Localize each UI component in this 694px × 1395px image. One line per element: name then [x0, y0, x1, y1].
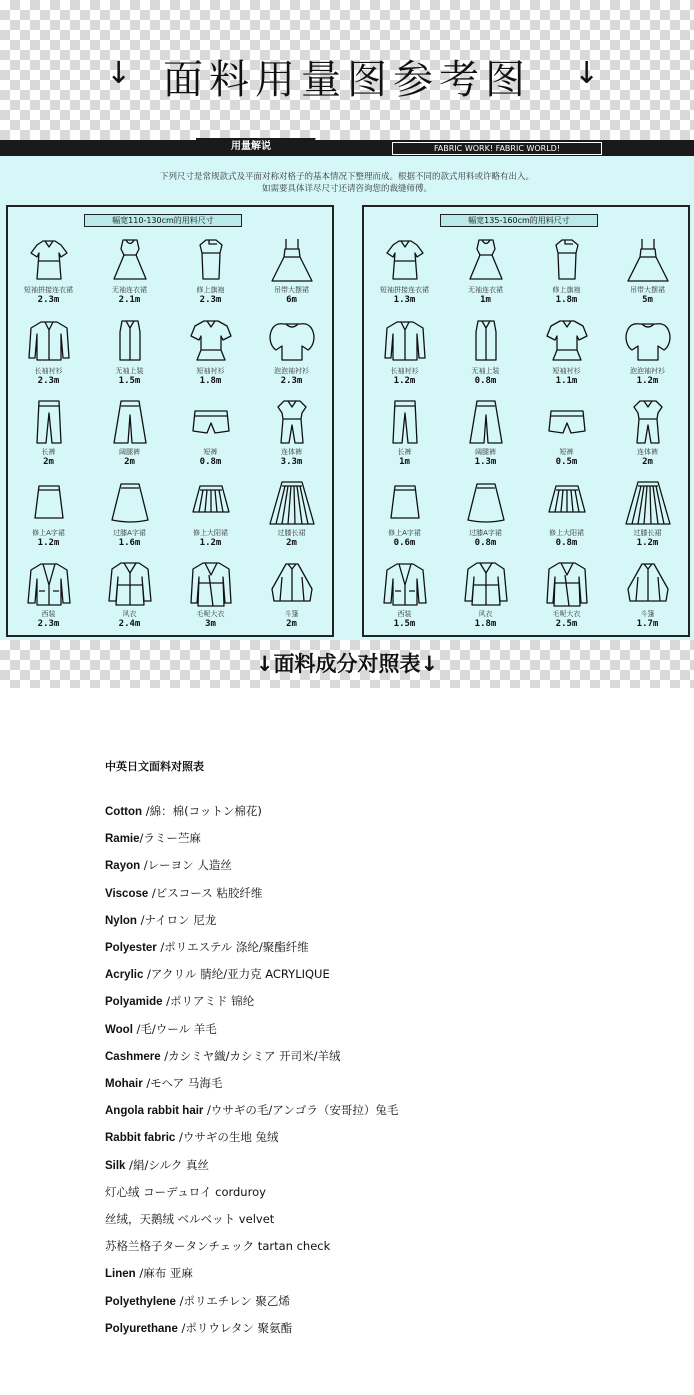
- garment-cell: [607, 231, 688, 312]
- short-sleeve-blouse-icon: [543, 316, 591, 366]
- garment-cell: [607, 555, 688, 636]
- garment-cell: [251, 231, 332, 312]
- fabric-amount: 2.5m: [555, 619, 578, 629]
- fabric-row: [105, 1206, 665, 1233]
- fabric-english-name: Polyethylene: [105, 1295, 176, 1308]
- fabric-amount: 0.8m: [474, 376, 497, 386]
- fabric-amount: 3.3m: [280, 457, 303, 467]
- flared-skirt-icon: [106, 478, 154, 528]
- garment-label: 毛呢大衣: [552, 610, 581, 618]
- garment-label: 阔腿裤: [119, 448, 140, 456]
- puff-sleeve-blouse-icon: [268, 316, 316, 366]
- trench-coat-icon: [106, 559, 154, 609]
- dress-collar-icon: [25, 235, 73, 285]
- garment-cell: [251, 393, 332, 474]
- fabric-row: [105, 961, 665, 988]
- fabric-amount: 1.2m: [393, 376, 416, 386]
- fabric-row: [105, 988, 665, 1015]
- garment-label: 泡泡袖衬衫: [274, 367, 309, 375]
- fabric-translation: /麻布 亚麻: [135, 1266, 193, 1281]
- jumpsuit-icon: [624, 397, 672, 447]
- fabric-english-name: Cotton: [105, 806, 143, 818]
- garment-cell: [251, 312, 332, 393]
- panel-header-bar: [0, 140, 694, 156]
- fabric-translation: /ビスコース 粘胶纤维: [148, 885, 263, 900]
- garment-cell: [89, 231, 170, 312]
- garment-cell: [8, 555, 89, 636]
- garment-label: 修上A字裙: [32, 529, 65, 537]
- long-sleeve-shirt-icon: [381, 316, 429, 366]
- fabric-amount: 0.6m: [393, 538, 416, 548]
- fabric-amount: 2.1m: [118, 295, 141, 305]
- fabric-row: [105, 1315, 665, 1342]
- long-pleated-skirt-icon: [624, 478, 672, 528]
- fabric-amount: 1.5m: [118, 376, 141, 386]
- fabric-translation: /綿：棉(コットン棉花): [142, 804, 262, 818]
- wide-pants-icon: [106, 397, 154, 447]
- long-sleeve-shirt-icon: [25, 316, 73, 366]
- blazer-icon: [25, 559, 73, 609]
- garment-label: 过膝A字裙: [469, 529, 502, 537]
- slip-dress-icon: [624, 235, 672, 285]
- garment-cell: [526, 231, 607, 312]
- short-sleeve-blouse-icon: [187, 316, 235, 366]
- garment-label: 短袖拼接连衣裙: [24, 286, 73, 294]
- sleeveless-dress-icon: [106, 235, 154, 285]
- garment-label: 过膝长裙: [277, 529, 306, 537]
- fabric-amount: 2m: [286, 619, 297, 629]
- fabric-translation: /ウサギの生地 兔绒: [175, 1130, 279, 1145]
- garment-label: 短袖衬衫: [196, 367, 225, 375]
- garment-cell: [170, 474, 251, 555]
- fabric-translation: /毛/ウール 羊毛: [132, 1021, 217, 1036]
- garment-label: 修上大阳裙: [549, 529, 584, 537]
- garment-grid: [8, 231, 332, 637]
- garment-cell: [445, 393, 526, 474]
- down-arrow-icon: ↓: [106, 56, 132, 91]
- fabric-english-name: Ramie: [105, 833, 140, 846]
- fabric-amount: 1.7m: [636, 619, 659, 629]
- fabric-row: [105, 825, 665, 852]
- down-arrow-icon: ↓: [574, 56, 600, 91]
- fabric-amount: 1.2m: [636, 376, 659, 386]
- a-line-skirt-icon: [25, 478, 73, 528]
- garment-cell: [445, 474, 526, 555]
- fabric-amount: 2m: [286, 538, 297, 548]
- fabric-translation: /モヘア 马海毛: [142, 1076, 223, 1091]
- section-subtitle: ↓面料成分对照表↓: [255, 652, 439, 676]
- garment-label: 修上旗袍: [552, 286, 581, 294]
- garment-cell: [8, 312, 89, 393]
- fabric-row: [105, 907, 665, 934]
- fabric-row: [105, 1097, 665, 1124]
- fabric-english-name: Angola rabbit hair: [105, 1105, 204, 1118]
- garment-label: 短裤: [559, 448, 574, 456]
- garment-cell: [8, 474, 89, 555]
- fabric-amount: 1.2m: [199, 538, 222, 548]
- shorts-icon: [543, 397, 591, 447]
- garment-label: 修上旗袍: [196, 286, 225, 294]
- garment-cell: [89, 393, 170, 474]
- garment-label: 斗篷: [284, 610, 299, 618]
- garment-label: 斗篷: [640, 610, 655, 618]
- group-header: 幅宽110-130cm的用料尺寸: [84, 214, 242, 227]
- dress-collar-icon: [381, 235, 429, 285]
- a-line-skirt-icon: [381, 478, 429, 528]
- garment-label: 无袖上装: [471, 367, 500, 375]
- sleeveless-dress-icon: [462, 235, 510, 285]
- fabric-amount: 3m: [205, 619, 216, 629]
- fabric-amount: 2.3m: [199, 295, 222, 305]
- jumpsuit-icon: [268, 397, 316, 447]
- fabric-amount: 2m: [43, 457, 54, 467]
- flared-skirt-icon: [462, 478, 510, 528]
- fabric-list: [105, 798, 665, 1342]
- long-pants-icon: [381, 397, 429, 447]
- wool-coat-icon: [187, 559, 235, 609]
- fabric-amount: 2.4m: [118, 619, 141, 629]
- garment-label: 修上大阳裙: [193, 529, 228, 537]
- fabric-amount: 1.6m: [118, 538, 141, 548]
- fabric-translation: /ポリアミド 锦纶: [162, 994, 255, 1009]
- fabric-translation: /ナイロン 尼龙: [136, 912, 217, 927]
- wool-coat-icon: [543, 559, 591, 609]
- garment-cell: [251, 555, 332, 636]
- fabric-group-wide: [362, 205, 690, 637]
- fabric-amount: 2.3m: [37, 619, 60, 629]
- garment-label: 连体裤: [637, 448, 658, 456]
- garment-label: 过膝A字裙: [113, 529, 146, 537]
- garment-label: 长袖衬衫: [390, 367, 419, 375]
- fabric-amount: 0.8m: [474, 538, 497, 548]
- fabric-translation: /ウサギの毛/アンゴラ（安哥拉）兔毛: [203, 1103, 399, 1118]
- sleeveless-top-icon: [106, 316, 154, 366]
- fabric-english-name: Linen: [105, 1268, 136, 1281]
- wide-pants-icon: [462, 397, 510, 447]
- garment-cell: [8, 231, 89, 312]
- intro-text: 如需要具体详尽尺寸还请咨询您的裁缝师傅。: [261, 184, 432, 194]
- fabric-row: [105, 1043, 665, 1070]
- group-header: 幅宽135-160cm的用料尺寸: [440, 214, 598, 227]
- garment-cell: [526, 393, 607, 474]
- fabric-row: [105, 934, 665, 961]
- garment-label: 短裤: [203, 448, 218, 456]
- fabric-english-name: Polyamide: [105, 996, 163, 1009]
- garment-cell: [170, 312, 251, 393]
- shorts-icon: [187, 397, 235, 447]
- fabric-row: [105, 1152, 665, 1179]
- garment-cell: [170, 555, 251, 636]
- garment-cell: [607, 393, 688, 474]
- long-pants-icon: [25, 397, 73, 447]
- fabric-english-name: Viscose: [105, 887, 149, 900]
- fabric-translation: /絹/シルク 真丝: [125, 1157, 210, 1172]
- fabric-translation: /アクリル 腈纶/亚力克 ACRYLIQUE: [143, 967, 330, 982]
- garment-cell: [89, 555, 170, 636]
- fabric-amount: 1m: [480, 295, 491, 305]
- fabric-amount: 0.5m: [555, 457, 578, 467]
- fabric-translation: /ポリウレタン 聚氨酯: [177, 1320, 293, 1335]
- garment-cell: [445, 231, 526, 312]
- fabric-translation: /ポリエステル 涤纶/聚酯纤维: [156, 940, 309, 955]
- puff-sleeve-blouse-icon: [624, 316, 672, 366]
- fabric-amount: 2.3m: [37, 376, 60, 386]
- garment-label: 毛呢大衣: [196, 610, 225, 618]
- panel-tab-title: 用量解说: [196, 138, 306, 156]
- garment-label: 修上A字裙: [388, 529, 421, 537]
- garment-cell: [607, 474, 688, 555]
- fabric-row: [105, 1288, 665, 1315]
- fabric-amount: 1.2m: [37, 538, 60, 548]
- fabric-english-name: Cashmere: [105, 1050, 161, 1063]
- fabric-amount: 1.5m: [393, 619, 416, 629]
- garment-label: 无袖连衣裙: [112, 286, 147, 294]
- garment-label: 西装: [41, 610, 56, 618]
- fabric-row: [105, 1124, 665, 1151]
- fabric-amount: 2m: [642, 457, 653, 467]
- fabric-row: [105, 852, 665, 879]
- garment-label: 长裤: [397, 448, 412, 456]
- fabric-translation: 丝绒，天鹅绒 ベルベット velvet: [105, 1212, 275, 1227]
- garment-label: 泡泡袖衬衫: [630, 367, 665, 375]
- fabric-row: [105, 1016, 665, 1043]
- fabric-row: [105, 1179, 665, 1206]
- fabric-english-name: Rayon: [105, 860, 141, 873]
- garment-label: 短袖衬衫: [552, 367, 581, 375]
- garment-label: 过膝长裙: [633, 529, 662, 537]
- blazer-icon: [381, 559, 429, 609]
- garment-label: 长裤: [41, 448, 56, 456]
- pleated-skirt-icon: [543, 478, 591, 528]
- garment-label: 风衣: [122, 610, 137, 618]
- fabric-row: [105, 1070, 665, 1097]
- fabric-english-name: Polyester: [105, 942, 157, 955]
- fabric-amount: 1.3m: [474, 457, 497, 467]
- garment-label: 无袖上装: [115, 367, 144, 375]
- garment-grid: [364, 231, 688, 637]
- fabric-english-name: Acrylic: [105, 969, 144, 982]
- garment-cell: [445, 555, 526, 636]
- fabric-english-name: Wool: [105, 1023, 133, 1036]
- garment-label: 吊带大摆裙: [274, 286, 309, 294]
- panel-slogan: FABRIC WORK! FABRIC WORLD!: [392, 142, 602, 155]
- trench-coat-icon: [462, 559, 510, 609]
- fabric-amount: 6m: [286, 295, 297, 305]
- garment-cell: [170, 231, 251, 312]
- garment-label: 长袖衬衫: [34, 367, 63, 375]
- fabric-english-name: Polyurethane: [105, 1322, 178, 1335]
- cape-icon: [624, 559, 672, 609]
- fabric-amount: 2m: [124, 457, 135, 467]
- sleeveless-top-icon: [462, 316, 510, 366]
- fabric-row: [105, 1233, 665, 1260]
- fabric-group-narrow: [6, 205, 334, 637]
- garment-cell: [89, 312, 170, 393]
- fabric-amount: 2.3m: [280, 376, 303, 386]
- page-title: 面料用量图参考图: [163, 57, 531, 103]
- garment-cell: [526, 555, 607, 636]
- garment-cell: [445, 312, 526, 393]
- garment-cell: [607, 312, 688, 393]
- qipao-icon: [543, 235, 591, 285]
- garment-label: 西装: [397, 610, 412, 618]
- fabric-english-name: Nylon: [105, 914, 137, 927]
- fabric-translation: /ポリエチレン 聚乙烯: [175, 1293, 290, 1308]
- fabric-amount: 1.2m: [636, 538, 659, 548]
- garment-cell: [364, 393, 445, 474]
- fabric-amount: 1.1m: [555, 376, 578, 386]
- garment-cell: [251, 474, 332, 555]
- fabric-amount: 1m: [399, 457, 410, 467]
- table-title: 中英日文面料对照表: [105, 760, 204, 773]
- fabric-row: [105, 880, 665, 907]
- fabric-amount: 5m: [642, 295, 653, 305]
- fabric-translation: 苏格兰格子タータンチェック tartan check: [105, 1239, 331, 1254]
- fabric-row: [105, 798, 665, 825]
- garment-label: 风衣: [478, 610, 493, 618]
- cape-icon: [268, 559, 316, 609]
- garment-label: 连体裤: [281, 448, 302, 456]
- long-pleated-skirt-icon: [268, 478, 316, 528]
- garment-label: 短袖拼接连衣裙: [380, 286, 429, 294]
- fabric-english-name: Silk: [105, 1159, 126, 1172]
- fabric-translation: /カシミヤ織/カシミア 开司米/羊绒: [160, 1048, 341, 1063]
- fabric-translation: 灯心绒 コーデュロイ corduroy: [105, 1184, 266, 1199]
- qipao-icon: [187, 235, 235, 285]
- garment-cell: [526, 474, 607, 555]
- fabric-amount: 2.3m: [37, 295, 60, 305]
- garment-cell: [364, 474, 445, 555]
- fabric-comparison-table: [105, 760, 665, 1342]
- fabric-amount: 1.8m: [555, 295, 578, 305]
- garment-cell: [364, 231, 445, 312]
- slip-dress-icon: [268, 235, 316, 285]
- garment-cell: [170, 393, 251, 474]
- garment-cell: [526, 312, 607, 393]
- fabric-amount: 1.3m: [393, 295, 416, 305]
- garment-label: 无袖连衣裙: [468, 286, 503, 294]
- garment-label: 阔腿裤: [475, 448, 496, 456]
- garment-cell: [8, 393, 89, 474]
- fabric-amount: 1.8m: [199, 376, 222, 386]
- fabric-translation: /ラミー苎麻: [139, 831, 201, 846]
- pleated-skirt-icon: [187, 478, 235, 528]
- fabric-row: [105, 1260, 665, 1287]
- garment-cell: [364, 555, 445, 636]
- intro-text: 下列尺寸是常规款式及平面对称对格子的基本情况下整理而成。根据不同的款式用料或许略有出入。: [159, 172, 534, 182]
- fabric-usage-panel: [0, 140, 694, 640]
- fabric-english-name: Rabbit fabric: [105, 1132, 176, 1145]
- garment-label: 吊带大摆裙: [630, 286, 665, 294]
- fabric-amount: 0.8m: [199, 457, 222, 467]
- garment-cell: [89, 474, 170, 555]
- fabric-amount: 1.8m: [474, 619, 497, 629]
- fabric-english-name: Mohair: [105, 1078, 143, 1091]
- fabric-amount: 0.8m: [555, 538, 578, 548]
- fabric-translation: /レーヨン 人造丝: [140, 858, 232, 873]
- garment-cell: [364, 312, 445, 393]
